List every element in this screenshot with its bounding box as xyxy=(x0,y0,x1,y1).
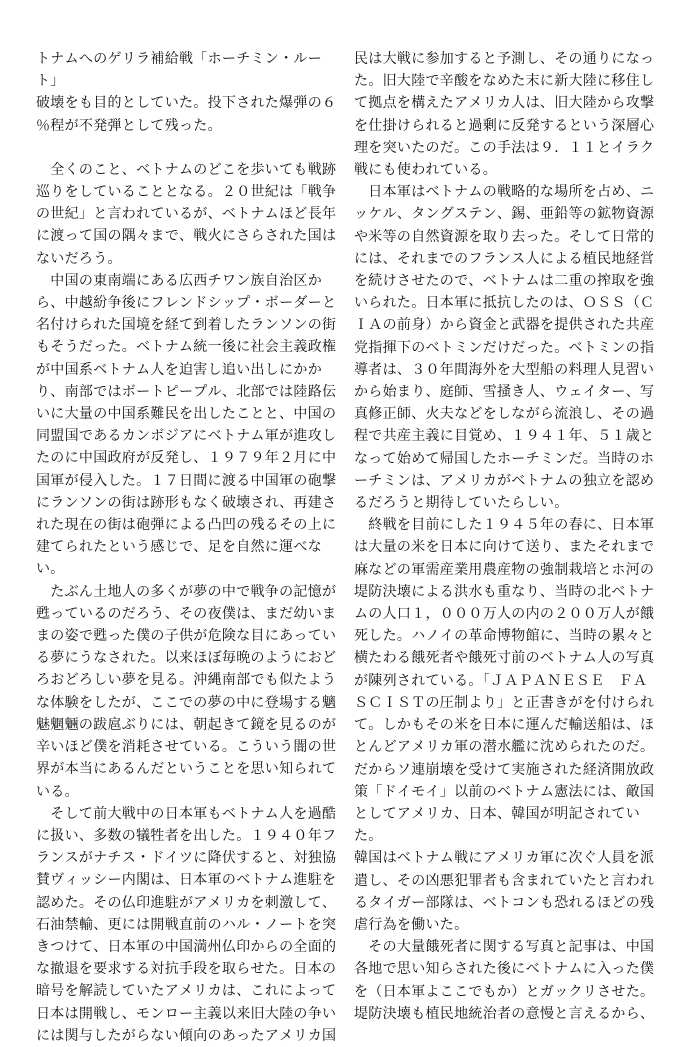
paragraph: 民は大戦に参加すると予測し、その通りになっ た。旧大陸で辛酸をなめた末に新大陸に移住し て拠点を構えたアメリカ人は、旧大陸から攻撃 を仕掛けられると過剰に反発するという深層心 理を突いたのだ。この手法は９．１１とイラク 戦にも使われている。 xyxy=(354,51,655,179)
paragraph-gap xyxy=(36,137,338,159)
paragraph: トナムへのゲリラ補給戦「ホーチミン・ルート」 破壊をも目的としていた。投下された爆弾の６ ％程が不発弾として残った。 xyxy=(36,51,337,134)
paragraph: 終戦を目前にした１９４５年の春に、日本軍 は大量の米を日本に向けて送り、またそれまで 麻などの軍需産業用農産物の強制栽培とホ河の 堤防決壊による洪水も重なり、当時の北ベトナ ムの人口１，０００万人の内の２００万人が餓 死した。ハノイの革命博物館に、当時の累々と 横たわる餓死者や餓死寸前のベトナム人の写真 が陳列されている。「ＪＡＰＡＮＥＳＥ ＦＡ ＳＣＩＳＴの圧制より」と正書きがを付けられ て。しかもその米を日本に運んだ輸送船は、ほ とんどアメリカ軍の潜水艦に沈められたのだ。 だからソ連崩壊を受けて実施された経済開放政 策「ドイモイ」以前のベトナム憲法には、敵国 としてアメリカ、日本、韓国が明記されていた。 韓国はベトナム戦にアメリカ軍に次ぐ人員を派 遣し、その凶悪犯罪者も含まれていたと言われ るタイガー部隊は、ベトコンも恐れるほどの残 虐行為を働いた。 xyxy=(354,517,655,933)
left-column xyxy=(36,48,338,1047)
paragraph: 中国の東南端にある広西チワン族自治区か ら、中越紛争後にフレンドシップ・ボーダーと 名付けられた国境を経て到着したランソンの街 もそうだった。ベトナム統一後に社会主義政権 が中国系ベトナム人を迫害し追い出しにかか り、南部ではボートピープル、北部では陸路伝 いに大量の中国系難民を出したことと、中国の 同盟国であるカンボジアにベトナム軍が進攻し たのに中国政府が反発し、１９７９年２月に中 国軍が侵入した。１７日間に渡る中国軍の砲撃 にランソンの街は跡形もなく破壊され、再建さ れた現在の街は砲弾による凸凹の残るその上に 建てられたという感じで、足を自然に運べない。 xyxy=(36,272,337,578)
paragraph: 日本軍はベトナムの戦略的な場所を占め、ニ ッケル、タングステン、錫、亜鉛等の鉱物資源 や米等の自然資源を取り去った。そして日常的 には、それまでのフランス人による植民地経営 を続けさせたので、ベトナムは二重の搾取を強 いられた。日本軍に抵抗したのは、ＯＳＳ（Ｃ ＩＡの前身）から資金と武器を提供された共産 党指揮下のベトミンだけだった。ベトミンの指 導者は、３０年間海外を大型船の料理人見習い から始まり、庭師、雪掻き人、ウェイター、写 真修正師、火夫などをしながら流浪し、その過 程で共産主義に目覚め、１９４１年、５１歳と なって始めて帰国したホーチミンだ。当時のホ ーチミンは、アメリカがベトナムの独立を認め るだろうと期待していたらしい。 xyxy=(354,184,655,512)
paragraph: 全くのこと、ベトナムのどこを歩いても戦跡 巡りをしていることとなる。２０世紀は「戦争 の世紀」と言われているが、ベトナムほど長年 に渡って国の隅々まで、戦火にさらされた国は ないだろう。 xyxy=(36,161,337,267)
paragraph: その大量餓死者に関する写真と記事は、中国 各地で思い知らされた後にベトナムに入った僕 を（日本軍よここでもか）とガックリさせた。 堤防決壊も植民地統治者の意慢と言えるから、 xyxy=(354,939,655,1022)
right-column xyxy=(354,48,656,1025)
paragraph: たぶん土地人の多くが夢の中で戦争の記憶が 甦っているのだろう、その夜僕は、まだ幼いま まの姿で甦った僕の子供が危険な目にあってい る夢にうなされた。以来ほぼ毎晩のようにおど ろおどろしい夢を見る。沖縄南部でも似たよう な体験をしたが、ここでの夢の中に登場する魑 魅魍魎の跋扈ぶりには、朝起きて鏡を見るのが 辛いほど僕を消耗させている。こういう闇の世 界が本当にあるんだということを思い知られて いる。 xyxy=(36,583,337,800)
paragraph: そして前大戦中の日本軍もベトナム人を過酷 に扱い、多数の犠牲者を出した。１９４０年フ ランスがナチス・ドイツに降伏すると、対独協 賛ヴィッシー内閣は、日本軍のベトナム進駐を 認めた。その仏印進駐がアメリカを刺激して、 石油禁輸、更には開戦直前のハル・ノートを突 きつけて、日本軍の中国満州仏印からの全面的 な撤退を要求する対抗手段を取らせた。日本の 暗号を解読していたアメリカは、これによって 日本は開戦し、モンロー主義以来旧大陸の争い には関与したがらない傾向のあったアメリカ国 xyxy=(36,805,337,1044)
